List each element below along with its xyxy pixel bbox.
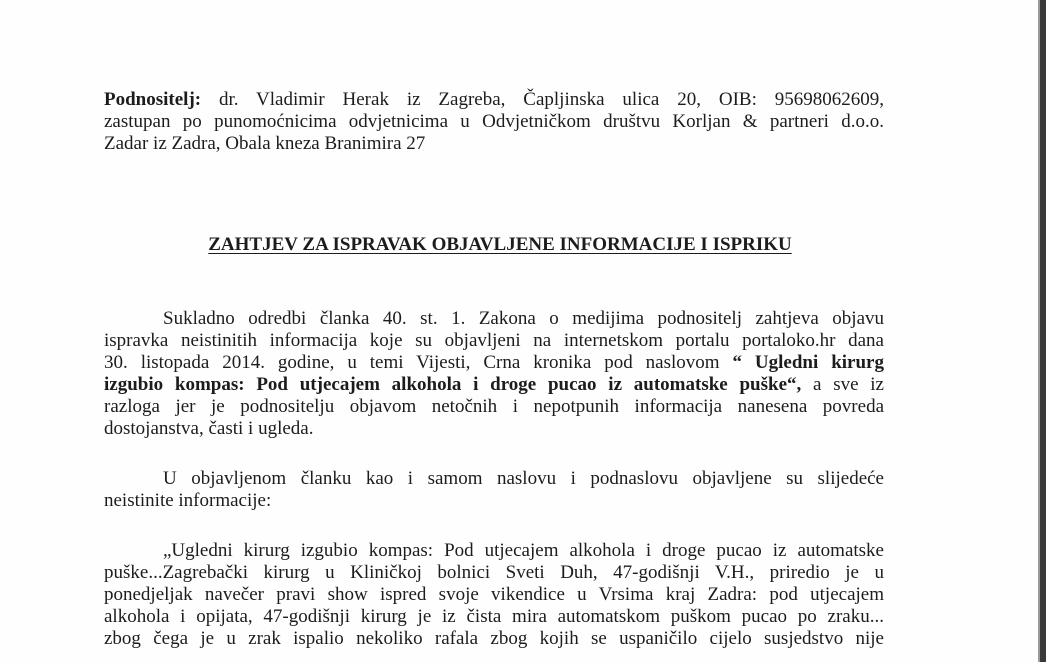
paragraph-line: U objavljenom članku kao i samom naslovu i podnaslovu objavljene su slijedeće: [163, 468, 884, 489]
article-title-bold: “ Ugledni kirurg: [732, 352, 884, 373]
applicant-text: dr. Vladimir Herak iz Zagreba, Čapljinska ulica 20, OIB: 95698062609,: [201, 89, 884, 110]
paragraph-line: razloga jer je podnositelju objavom netočnih i nepotpunih informacija nanesena povreda: [104, 396, 884, 417]
quote-line: alkohola i opijata, 47-godišnji kirurg je iz čista mira automatskom puškom pucao po zraku...: [104, 606, 884, 627]
paragraph-line: neistinite informacije:: [104, 490, 272, 511]
paragraph-line: ispravka neistinitih informacija koje su objavljeni na internetskom portalu portaloko.hr dana: [104, 330, 884, 351]
paragraph-text: 30. listopada 2014. godine, u temi Vijesti, Crna kronika pod naslovom: [104, 352, 733, 373]
applicant-line: [104, 89, 884, 111]
paragraph-line: Sukladno odredbi članka 40. st. 1. Zakona o medijima podnositelj zahtjeva objavu: [163, 308, 884, 329]
article-title-bold: izgubio kompas: Pod utjecajem alkohola i droge pucao iz automatske puške“,: [104, 374, 802, 395]
applicant-line: Zadar iz Zadra, Obala kneza Branimira 27: [104, 133, 426, 154]
quote-line: „Ugledni kirurg izgubio kompas: Pod utjecajem alkohola i droge pucao iz automatske: [163, 540, 884, 561]
title-text: ZAHTJEV ZA ISPRAVAK OBJAVLJENE INFORMACIJE I ISPRIKU: [208, 234, 792, 255]
applicant-line: zastupan po punomoćnicima odvjetnicima u Odvjetničkom društvu Korljan & partneri d.o.o.: [104, 111, 884, 132]
paragraph-line: [104, 352, 884, 374]
scan-edge: [1040, 0, 1046, 662]
quote-line: puške...Zagrebački kirurg u Kliničkoj bolnici Sveti Duh, 47-godišnji V.H., priredio je u: [104, 562, 884, 583]
applicant-label: Podnositelj:: [104, 89, 202, 110]
paragraph-line: [104, 374, 884, 396]
paragraph-text: a sve iz: [801, 374, 884, 395]
document-title: [0, 234, 1000, 256]
quote-line: ponedjeljak navečer pravi show ispred svoje vikendice u Vrsima kraj Zadra: pod utjecajem: [104, 584, 884, 605]
quote-line: zbog čega je u zrak ispalio nekoliko rafala zbog kojih se uspaničilo cijelo susjedstvo nije: [104, 628, 884, 649]
paragraph-line: dostojanstva, časti i ugleda.: [104, 418, 314, 439]
